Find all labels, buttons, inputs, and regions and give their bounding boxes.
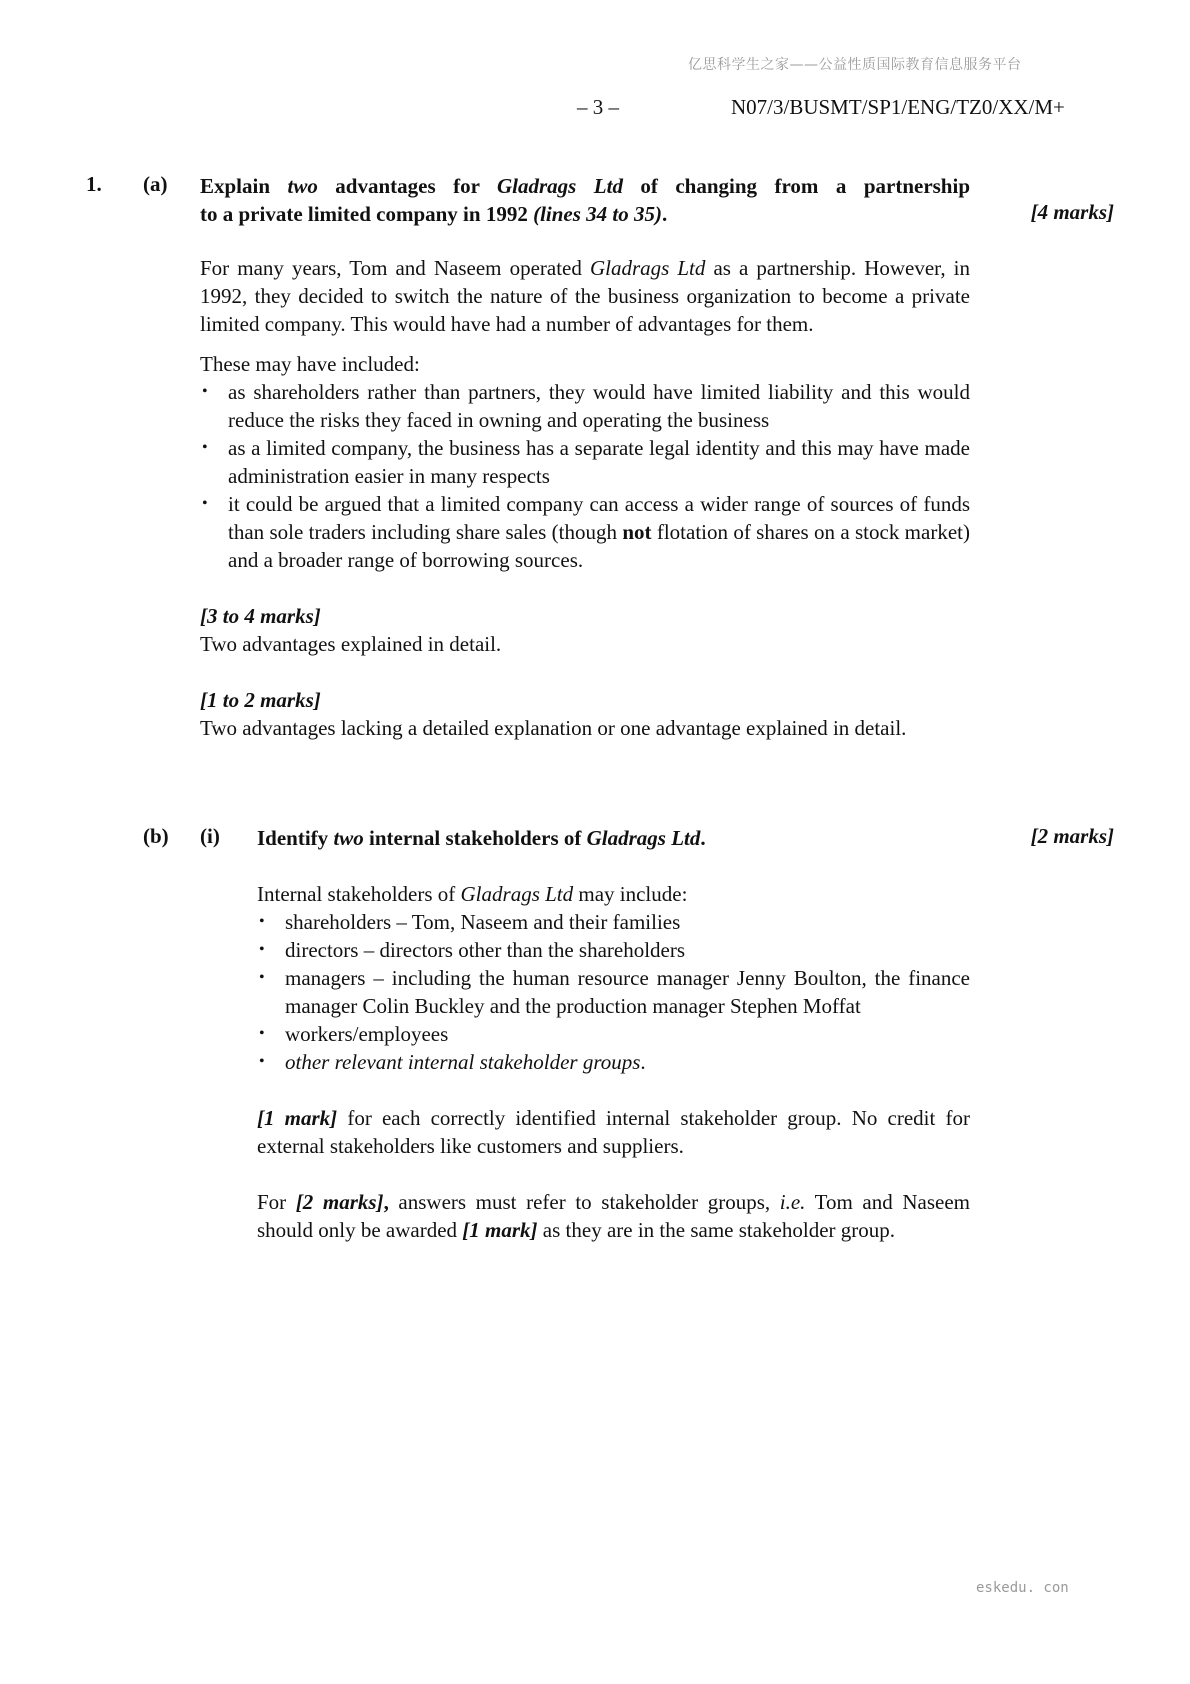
mark-note (257, 1104, 970, 1160)
emphasis: not (622, 520, 652, 544)
part-a-advantages-list (200, 378, 970, 574)
award-note (257, 1188, 970, 1244)
company-name: Gladrags Ltd (496, 174, 623, 198)
part-a-marks: [4 marks] (1030, 200, 1114, 224)
q-text: to a private limited company in 1992 (200, 202, 534, 226)
mark-note-heading: [1 mark] (257, 1106, 338, 1130)
part-a-intro (200, 254, 970, 338)
text: answers must refer to stakeholder groups, (388, 1190, 780, 1214)
mark-band-heading: [1 to 2 marks] (200, 688, 321, 712)
part-a-question (200, 172, 970, 228)
q-emphasis: two (333, 826, 364, 850)
text: may include: (573, 882, 688, 906)
q-emphasis: two (287, 174, 318, 198)
mark-band-heading: [3 to 4 marks] (200, 604, 321, 628)
list-item: • workers/employees (257, 1020, 970, 1048)
q-text: . (662, 202, 668, 226)
marks-reference: [2 marks] (295, 1190, 384, 1214)
site-banner: 亿思科学生之家——公益性质国际教育信息服务平台 (688, 57, 1022, 73)
text: it could be argued that a limited company can access a wider range of sources of funds than sole traders including share sales (though (228, 492, 970, 544)
text: Internal stakeholders of (257, 882, 461, 906)
text: Tom and Naseem should only be awarded (257, 1190, 970, 1242)
question-number: 1. (86, 172, 102, 196)
part-b-intro (257, 880, 970, 908)
list-item: • as shareholders rather than partners, they would have limited liability and this would reduce the risks they faced in owning and operating the business (200, 378, 970, 434)
text: , (383, 1190, 389, 1214)
q-text: of changing from a partnership (622, 174, 971, 198)
marks-reference: [1 mark] (462, 1218, 538, 1242)
q-text: Explain (200, 174, 288, 198)
text: i.e. (779, 1190, 806, 1214)
company-name: Gladrags Ltd (589, 256, 706, 280)
part-b-label: (b) (143, 824, 169, 848)
list-item (200, 490, 970, 574)
page-number: – 3 – (577, 95, 619, 119)
part-b-question (257, 824, 957, 852)
part-b-markscheme (257, 880, 970, 1244)
part-b-sub-label: (i) (200, 824, 220, 848)
company-name: Gladrags Ltd (460, 882, 574, 906)
text: other relevant internal stakeholder groups (285, 1050, 641, 1074)
part-a-label: (a) (143, 172, 168, 196)
text: flotation of shares on a stock market) and a broader range of borrowing sources. (228, 520, 970, 572)
list-item (257, 1048, 970, 1076)
part-a-markscheme (200, 254, 970, 742)
reference-code: N07/3/BUSMT/SP1/ENG/TZ0/XX/M+ (731, 95, 1065, 119)
stakeholders-list (257, 908, 970, 1076)
part-a-list-intro: These may have included: (200, 352, 420, 376)
q-text: . (700, 826, 706, 850)
part-a-question-line-1 (200, 172, 970, 200)
text: For (257, 1190, 296, 1214)
text: For many years, Tom and Naseem operated (200, 256, 590, 280)
q-text: internal stakeholders of (363, 826, 587, 850)
part-b-marks: [2 marks] (1030, 824, 1114, 848)
mark-band-text: Two advantages lacking a detailed explanation or one advantage explained in detail. (200, 716, 907, 740)
line-reference: (lines 34 to 35) (533, 202, 662, 226)
q-text: Identify (257, 826, 334, 850)
part-a-question-line-2 (200, 200, 970, 228)
list-item: • managers – including the human resource manager Jenny Boulton, the finance manager Colin Buckley and the production manager Stephen Moffat (257, 964, 970, 1020)
text: for each correctly identified internal stakeholder group. No credit for external stakeholders like customers and suppliers. (257, 1106, 970, 1158)
text: as they are in the same stakeholder group. (537, 1218, 896, 1242)
text: . (640, 1050, 646, 1074)
company-name: Gladrags Ltd (586, 826, 701, 850)
list-item: • as a limited company, the business has a separate legal identity and this may have made administration easier in many respects (200, 434, 970, 490)
list-item: • shareholders – Tom, Naseem and their families (257, 908, 970, 936)
mark-band-text: Two advantages explained in detail. (200, 632, 502, 656)
text: as a partnership. However, in 1992, they decided to switch the nature of the business organization to become a private limited company. This would have had a number of advantages for them. (200, 256, 970, 336)
q-text: advantages for (317, 174, 497, 198)
list-item: • directors – directors other than the shareholders (257, 936, 970, 964)
footer-site: eskedu. con (976, 1580, 1069, 1596)
